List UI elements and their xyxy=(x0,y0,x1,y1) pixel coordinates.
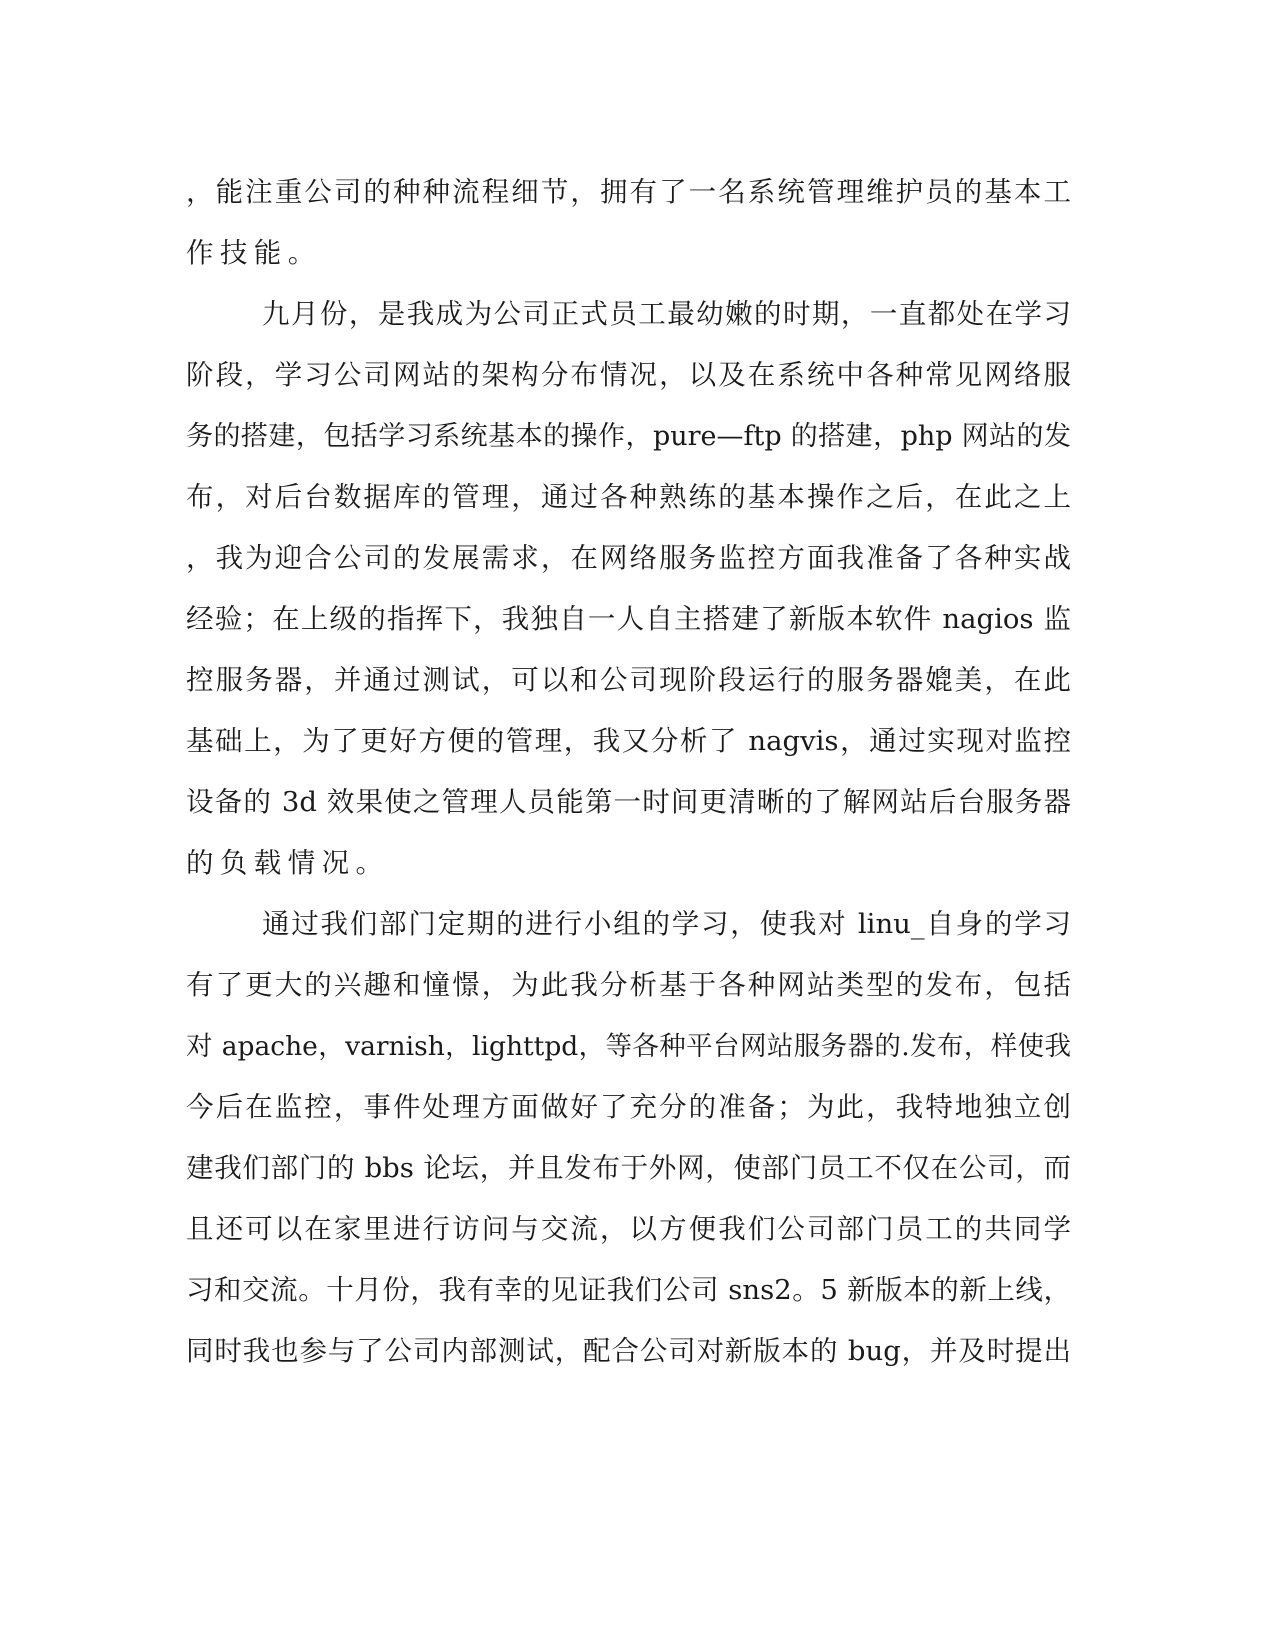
text-line: 布，对后台数据库的管理，通过各种熟练的基本操作之后，在此之上 xyxy=(186,481,1071,513)
text-line: 务的搭建，包括学习系统基本的操作，pure—ftp 的搭建，php 网站的发 xyxy=(186,421,1071,452)
text-line: 习和交流。十月份，我有幸的见证我们公司 sns2。5 新版本的新上线， xyxy=(186,1274,1071,1306)
text-line: 控服务器，并通过测试，可以和公司现阶段运行的服务器媲美，在此 xyxy=(186,664,1071,696)
paragraph xyxy=(186,162,1071,284)
document-body xyxy=(186,162,1071,1382)
text-line: 基础上，为了更好方便的管理，我又分析了 nagvis，通过实现对监控 xyxy=(186,725,1071,757)
text-line: 建我们部门的 bbs 论坛，并且发布于外网，使部门员工不仅在公司，而 xyxy=(186,1152,1071,1184)
paragraph xyxy=(186,894,1071,1382)
text-line: 设备的 3d 效果使之管理人员能第一时间更清晰的了解网站后台服务器 xyxy=(186,786,1071,818)
text-line: 作技能。 xyxy=(186,237,322,269)
text-line: 今后在监控，事件处理方面做好了充分的准备；为此，我特地独立创 xyxy=(186,1091,1071,1123)
text-line: 经验；在上级的指挥下，我独自一人自主搭建了新版本软件 nagios 监 xyxy=(186,603,1071,635)
text-line: 九月份，是我成为公司正式员工最幼嫩的时期，一直都处在学习 xyxy=(262,298,1071,330)
paragraph xyxy=(186,284,1071,894)
text-line: 同时我也参与了公司内部测试，配合公司对新版本的 bug，并及时提出 xyxy=(186,1335,1071,1367)
text-line: ，我为迎合公司的发展需求，在网络服务监控方面我准备了各种实战 xyxy=(186,542,1071,574)
text-line: 对 apache，varnish，lighttpd，等各种平台网站服务器的.发布，样使我 xyxy=(186,1031,1071,1062)
text-line: 有了更大的兴趣和憧憬，为此我分析基于各种网站类型的发布，包括 xyxy=(186,969,1071,1001)
text-line: 阶段，学习公司网站的架构分布情况，以及在系统中各种常见网络服 xyxy=(186,359,1071,391)
text-line: ，能注重公司的种种流程细节，拥有了一名系统管理维护员的基本工 xyxy=(186,176,1071,208)
text-line: 通过我们部门定期的进行小组的学习，使我对 linu_自身的学习 xyxy=(262,908,1071,940)
text-line: 且还可以在家里进行访问与交流，以方便我们公司部门员工的共同学 xyxy=(186,1213,1071,1245)
text-line: 的负载情况。 xyxy=(186,847,390,879)
